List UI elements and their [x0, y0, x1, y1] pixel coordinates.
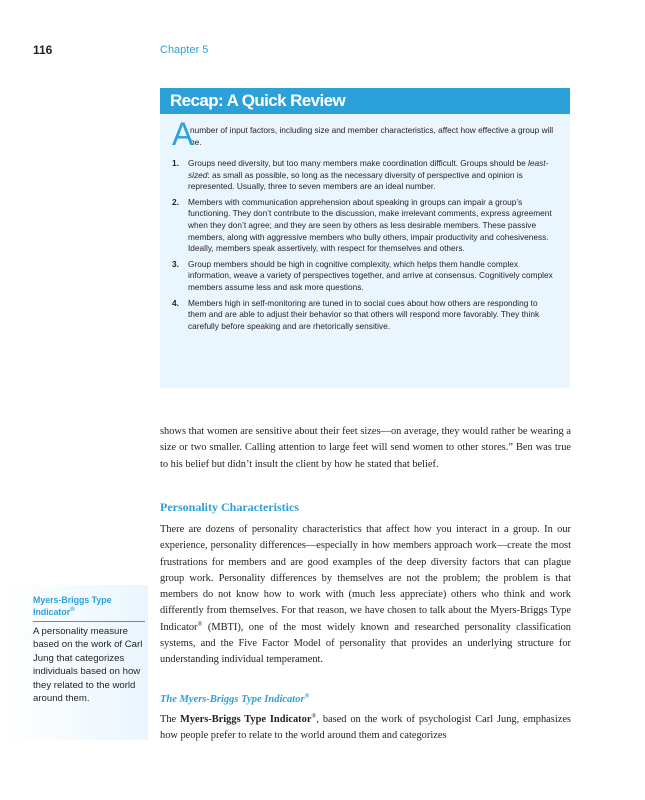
recap-item-text: Members high in self-monitoring are tuned in to social cues about how others are responding to them and are able to adjust their behavior so that others will respond more favorably. They think carefully before speaking and are rhetorically sensitive. [188, 297, 540, 331]
page-number: 116 [33, 43, 53, 57]
registered-mark: ® [311, 712, 317, 720]
recap-item-number: 4. [172, 297, 179, 308]
recap-item [172, 298, 558, 333]
recap-item-number: 2. [172, 196, 179, 207]
subsection-heading-mbti [160, 694, 309, 705]
recap-item-number: 1. [172, 158, 179, 168]
recap-intro-text: number of input factors, including size and member characteristics, affect how effective a group will be. [190, 125, 554, 147]
margin-term-text: Myers-Briggs Type Indicator [33, 595, 112, 617]
recap-box [160, 88, 570, 388]
personality-text-part2: (MBTI), one of the most widely known and researched personality classification systems, and the Five Factor Model of personality that provides an underlying structure for understanding individual temperament. [160, 621, 571, 666]
recap-item-emphasis: least-sized [188, 158, 549, 180]
registered-mark: ® [304, 692, 310, 700]
recap-intro [172, 116, 558, 152]
recap-item-text: Members with communication apprehension about speaking in groups can impair a group’s functioning. They don’t contribute to the discussion, make irrelevant comments, express agreement when they don’t agree; and they are seen by others as less desirable members. These passive members, along with aggressive members who bully others, impair productivity and cohesiveness. Ideally, members speak assertively, with respect for themselves and others. [188, 196, 552, 254]
margin-note-definition: A personality measure based on the work of Carl Jung that categorizes individuals based on how they related to the world around them. [33, 626, 143, 705]
recap-item-text [188, 158, 558, 193]
recap-title: Recap: A Quick Review [160, 88, 570, 114]
personality-text-part1: There are dozens of personality characteristics that affect how you interact in a group. In our experience, personality differences—especially in how members approach work—create the most frustrations for members and are good examples of the deep diversity factors that can plague group work. Personality differences by themselves are not the problem; the problem is that members do not know how to work with (much less appreciate) others who think and work differently from themselves. For that reason, we have chosen to talk about the Myers-Briggs Type Indicator [160, 524, 571, 633]
body-paragraph-personality [160, 522, 571, 669]
margin-note-term [33, 594, 143, 618]
registered-mark: ® [70, 606, 75, 614]
body-paragraph-intro: shows that women are sensitive about their feet sizes—on average, they would rather be wearing a size or two smaller. Calling attention to large feet will send women to other stores.” Ben was true to his belief but didn’t insult the client by how he stated that belief. [160, 426, 571, 470]
registered-mark: ® [197, 620, 203, 628]
mbti-lead: The [160, 714, 181, 725]
chapter-label: Chapter 5 [160, 44, 209, 56]
recap-item [172, 158, 558, 193]
recap-body [160, 114, 570, 332]
recap-list [172, 158, 558, 332]
recap-item-text-after: : as small as possible, so long as the necessary diversity of perspective and opinion is represented. Usually, three to seven members are an ideal number. [188, 169, 523, 192]
recap-item-number: 3. [172, 258, 179, 269]
section-heading-personality: Personality Characteristics [160, 500, 299, 514]
drop-cap: A [172, 116, 194, 152]
mbti-rest: , based on the work of psychologist Carl Jung, emphasizes how people prefer to relate to the world around them and categorizes [160, 714, 571, 742]
mbti-term-bold: Myers-Briggs Type Indicator [180, 714, 312, 725]
mbti-heading-text: The Myers-Briggs Type Indicator [160, 694, 305, 705]
recap-item [172, 197, 558, 255]
margin-note-divider [33, 621, 145, 622]
recap-item [172, 259, 558, 294]
body-paragraph-mbti [160, 712, 571, 745]
recap-item-text-before: Groups need diversity, but too many members make coordination difficult. Groups should be [188, 158, 529, 168]
recap-item-text: Group members should be high in cognitive complexity, which helps them handle complex information, weave a variety of perspectives together, and arrive at consensus. Cognitively complex members assume less and ask more questions. [188, 258, 553, 292]
